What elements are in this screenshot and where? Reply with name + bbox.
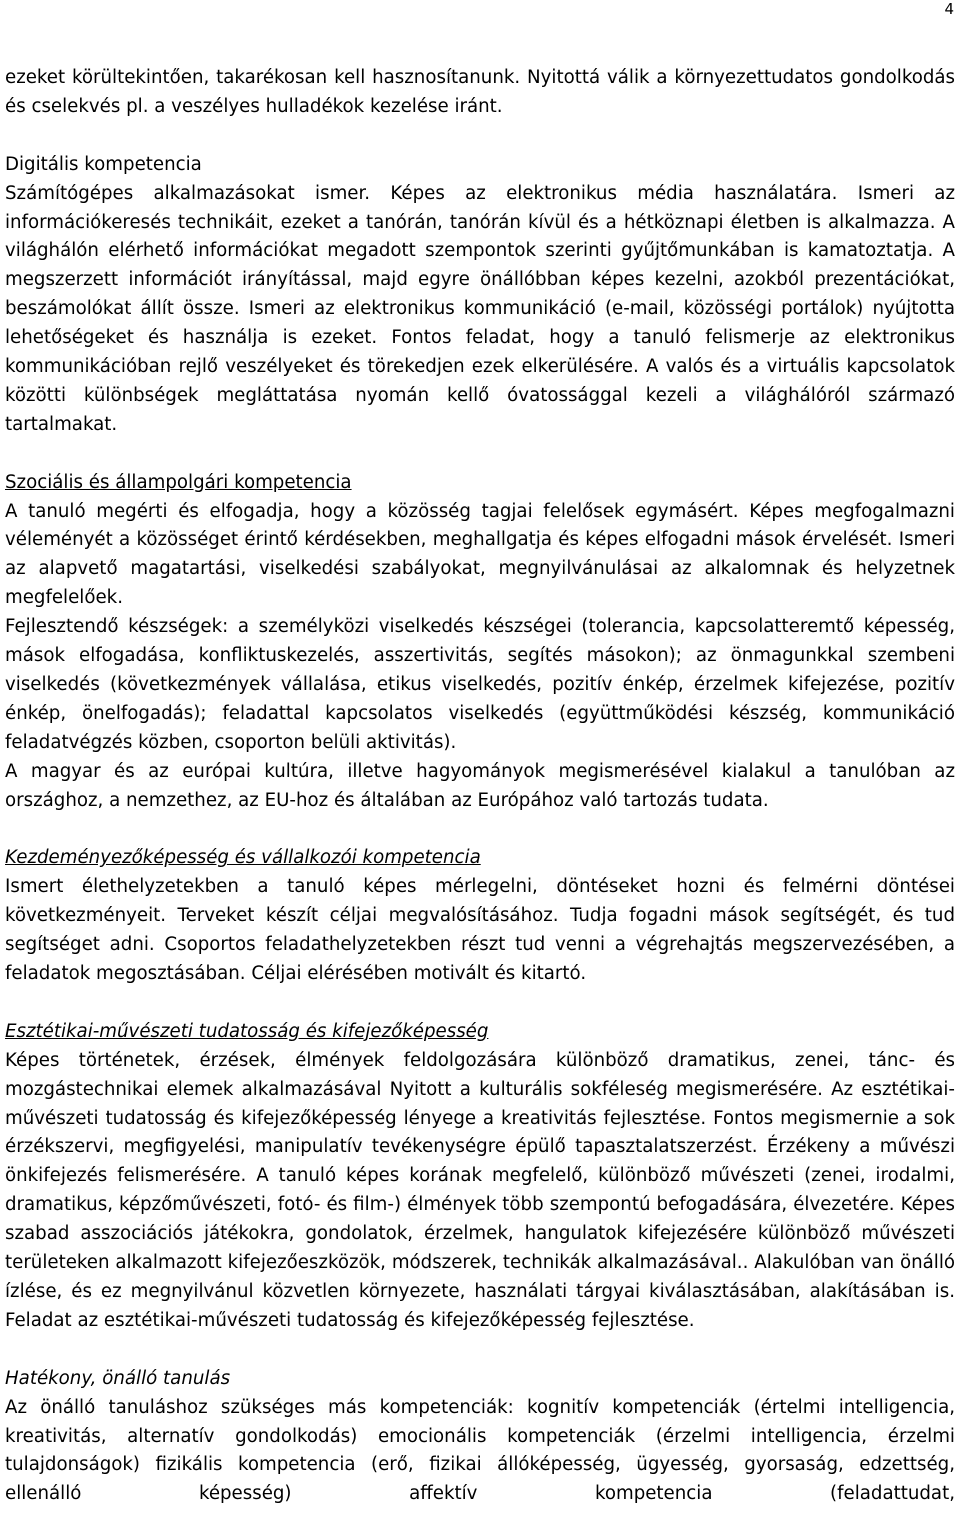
section-heading: Kezdeményezőképesség és vállalkozói kompetencia <box>5 847 481 869</box>
spacer <box>5 440 955 469</box>
spacer <box>5 816 955 845</box>
section-paragraph: A tanuló megérti és elfogadja, hogy a közösség tagjai felelősek egymásért. Képes megfogalmazni véleményét a közösséget érintő kérdésekben, meghallgatja és képes elfogadni mások érvelését. Ismeri az alapvető magatartási, viselkedési szabályokat, megnyilvánulásai az alkalomnak és helyzetnek megfelelőek. <box>5 500 955 609</box>
section-paragraph: Számítógépes alkalmazásokat ismer. Képes az elektronikus média használatára. Ismeri az információkeresés technikáit, ezeket a tanórán, tanórán kívül és a hétköznapi életben is alkalmazza. A világhálón elérhető információkat megadott szempontok szerinti gyűjtőmunkában is kamatoztatja. A megszerzett információt irányítással, majd egyre önállóbban képes kezelni, azokból prezentációkat, beszámolókat állít össze. Ismeri az elektronikus kommunikáció (e-mail, közösségi portálok) nyújtotta lehetőségeket és használja is ezeket. Fontos feladat, hogy a tanuló felismerje az elektronikus kommunikációban rejlő veszélyeket és törekedjen ezek elkerülésére. A valós és a virtuális kapcsolatok közötti különbségek megláttatása nyomán kellő óvatossággal kezeli a világhálóról származó tartalmakat. <box>5 182 955 435</box>
section-digital-competence <box>5 151 955 440</box>
section-aesthetic-artistic-awareness <box>5 1018 955 1336</box>
section-efficient-independent-learning <box>5 1365 955 1510</box>
spacer <box>5 1336 955 1365</box>
section-heading: Hatékony, önálló tanulás <box>5 1367 231 1389</box>
document-body <box>5 64 955 1509</box>
section-paragraph: Ismert élethelyzetekben a tanuló képes mérlegelni, döntéseket hozni és felmérni döntései következményeit. Terveket készít céljai megvalósításához. Tudja fogadni mások segítségét, és tud segítséget adni. Csoportos feladathelyzetekben részt tud venni a végrehajtás megszervezésében, a feladatok megosztásában. Céljai elérésében motivált és kitartó. <box>5 876 955 985</box>
spacer <box>5 989 955 1018</box>
section-paragraph: Az önálló tanuláshoz szükséges más kompetenciák: kognitív kompetenciák (értelmi intelligencia, kreativitás, alternatív gondolkodás) emocionális kompetenciák (érzelmi intelligencia, érzelmi tulajdonságok) fizikális kompetencia (erő, fizikai állóképesség, ügyesség, gyorsaság, edzettség, ellenálló képesség) affektív kompetencia (feladattudat, <box>5 1396 955 1505</box>
section-paragraph: Fejlesztendő készségek: a személyközi viselkedés készségei (tolerancia, kapcsolatteremtő képesség, mások elfogadása, konfliktuskezelés, asszertivitás, segítés másokon); az önmagunkkal szembeni viselkedés (következmények vállalása, etikus viselkedés, pozitív énkép, érzelmek kifejezése, pozitív énkép, önelfogadás); feladattal kapcsolatos viselkedés (együttműködési készség, kommunikáció feladatvégzés közben, csoporton belüli aktivitás). <box>5 616 955 753</box>
page-number: 4 <box>944 0 954 18</box>
section-heading: Szociális és állampolgári kompetencia <box>5 471 352 493</box>
spacer <box>5 122 955 151</box>
section-paragraph: Képes történetek, érzések, élmények feldolgozására különböző dramatikus, zenei, tánc- és mozgástechnikai elemek alkalmazásával Nyitott a kulturális sokféleség megismerésére. Az esztétikai-művészeti tudatosság és kifejezőképesség lényege a kreativitás fejlesztése. Fontos megismernie a sok érzékszervi, megfigyelési, manipulatív tevékenységre épülő tapasztalatszerzést. Érzékeny a művészi önkifejezés felismerésére. A tanuló képes korának megfelelő, különböző művészeti (zenei, irodalmi, dramatikus, képzőművészeti, fotó- és film-) élmények több szempontú befogadására, élvezetére. Képes szabad asszociációs játékokra, gondolatok, érzelmek, hangulatok kifejezésére különböző művészeti területeken alkalmazott kifejezőeszközök, módszerek, technikák alkalmazásával.. Alakulóban van önálló ízlése, és ez megnyilvánul közvetlen környezete, használati tárgyai kiválasztásában, alakításában is. Feladat az esztétikai-művészeti tudatosság és kifejezőképesség fejlesztése. <box>5 1049 955 1331</box>
section-heading: Digitális kompetencia <box>5 153 202 175</box>
intro-paragraph: ezeket körültekintően, takarékosan kell hasznosítanunk. Nyitottá válik a környezettudatos gondolkodás és cselekvés pl. a veszélyes hulladékok kezelése iránt. <box>5 67 955 117</box>
section-paragraph: A magyar és az európai kultúra, illetve hagyományok megismerésével kialakul a tanulóban az országhoz, a nemzethez, az EU-hoz és általában az Európához való tartozás tudata. <box>5 760 955 811</box>
section-heading: Esztétikai-művészeti tudatosság és kifejezőképesség <box>5 1020 489 1042</box>
section-initiative-entrepreneurship <box>5 844 955 989</box>
section-social-civic-competence <box>5 469 955 816</box>
